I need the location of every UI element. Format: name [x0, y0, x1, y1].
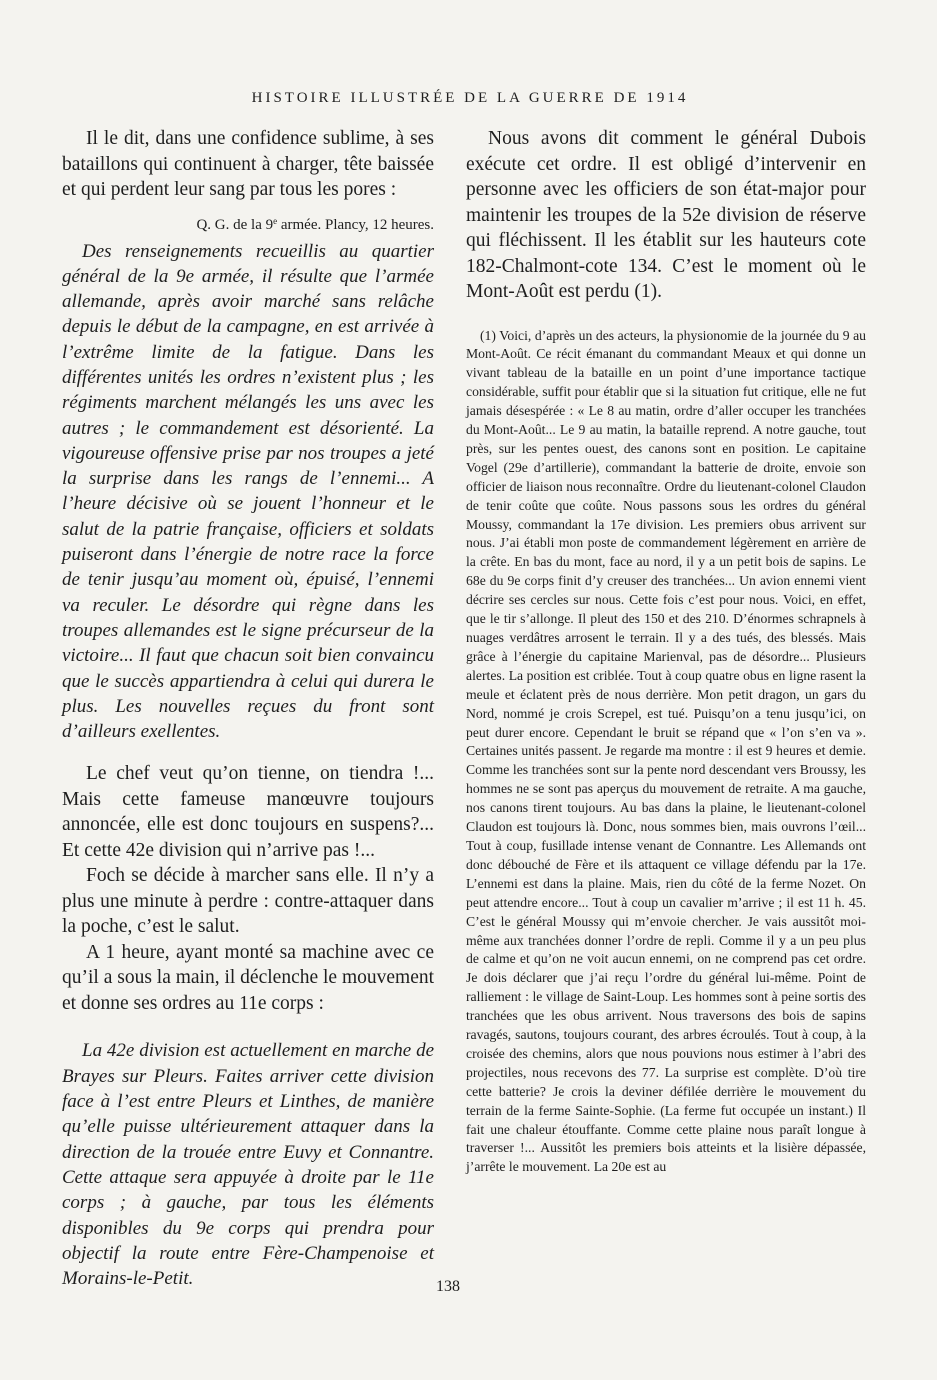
quoted-order: Des renseignements recueillis au quartier général de la 9e armée, il résulte que l’armée allemande, après avoir marché sans relâche depuis le début de la campagne, en est arrivée à l’extrême limite de la fatigue. Dans les différentes unités les ordres n’existent plus ; les régiments marchent mélangés les uns avec les autres ; le commandement est désorienté. La vigoureuse offensive prise par nos troupes a jeté la surprise dans les rangs de l’ennemi... A l’heure décisive où se jouent l’honneur et le salut de la patrie française, officiers et soldats puiseront dans l’énergie de notre race la force de tenir jusqu’au moment où, épuisé, l’ennemi va reculer. Le désordre qui règne dans les troupes allemandes est le signe précurseur de la victoire... Il faut que chacun soit bien convaincu que le succès appartiendra à celui qui durera le plus. Les nouvelles reçues du front sont d’ailleurs exellentes.	[62, 240, 434, 743]
footnote: (1) Voici, d’après un des acteurs, la physionomie de la journée du 9 au Mont-Août. Ce récit émanant du commandant Meaux et qui donne un vivant tableau de la bataille en un point d’une importance tactique considérable, suffit pour établir que si la situation fut critique, elle ne fut jamais désespérée : « Le 8 au matin, ordre d’aller occuper les tranchées du Mont-Août... Le 9 au matin, la bataille reprend. A notre gauche, tout près, sur les pentes ouest, des canons sont en position. Le capitaine Vogel (29e d’artillerie), commandant la batterie de droite, envoie son officier de liaison nous reconnaître. Ordre du lieutenant-colonel Claudon de tenir coûte que coûte. Nous passons sous les ordres du général Moussy, commandant la 17e division. Les premiers obus arrivent sur nous. J’ai établi mon poste de commandement légèrement en arrière de la crête. En bas du mont, face au nord, il y a un petit bois de sapins. Le 68e du 9e corps finit d’y creuser des tranchées... Un avion ennemi vient décrire ses cercles sur nous. Cette fois c’est pour nous. Voici, en effet, que le tir s’allonge. Il pleut des 150 et des 210. D’énormes schrapnels à nuages verdâtres arrosent le terrain. Il y a des tués, des blessés. Mais grâce à l’énergie du capitaine Marienval, pas de désordre... Plusieurs alertes. La position est criblée. Tout à coup quatre obus en ligne rasent la meule et éclatent près de nous derrière. Mon petit dragon, un gars du Nord, nommé je crois Screpel, est tué. Puisqu’on a tenu jusqu’ici, on peut durer encore. Cependant le bruit se répand que « l’on s’en va ». Certaines unités passent. Je regarde ma montre : il est 9 heures et demie. Comme les tranchées sont sur la pente nord descendant vers Broussy, les hommes ne se sont pas aperçus du mouvement de retraite. A ma gauche, nos canons tirent toujours. Au bas dans la plaine, le lieutenant-colonel Claudon est toujours là. Donc, nous sommes bien, mais ouvrons l’œil... Tout à coup, fusillade intense venant de Connantre. Les Allemands ont donc débouché de Fère et ils attaquent ce village défendu par la 17e. L’ennemi est dans la plaine. Mais, rien du côté de la ferme Nozet. On peut attendre encore... Tout à coup un cavalier m’arrive ; il est 11 h. 45. C’est le général Moussy qui m’envoie chercher. Je vais aussitôt moi-même aux tranchées donner l’ordre de repli. Comme il y a un peu plus de calme et qu’on ne voit aucun ennemi, on ne comprend pas cet ordre. Je dois déclarer que j’ai reçu l’ordre du général lui-même. Point de ralliement : le village de Saint-Loup. Les hommes sont à peine sortis des tranchées que les obus arrivent. Nous traversons des bois de sapins ravagés, sautons, toujours courant, des arbres écroulés. Tout à coup, à la croisée des chemins, alors que nous pouvions nous estimer à l’abri des projectiles, nous recevons des 77. La surprise est complète. D’où tire cette batterie? Je crois la deviner défilée derrière le mouvement du terrain de la ferme Sainte-Sophie. (La ferme fut occupée un instant.) Il fait une chaleur étouffante. Comme cette plaine nous paraît longue à traverser !... Aussitôt les premiers bois atteints et la lisière dépassée, j’arrête le mouvement. La 20e est au	[466, 327, 866, 1175]
paragraph: Nous avons dit comment le général Dubois exécute cet ordre. Il est obligé d’intervenir en personne avec les officiers de son état-major pour maintenir les troupes de la 52e division de réserve qui fléchissent. Il les établit sur les hauteurs cote 182-Chalmont-cote 134. C’est le moment où le Mont-Août est perdu (1).	[466, 128, 866, 302]
paragraph: Foch se décide à marcher sans elle. Il n’y a plus une minute à perdre : contre-attaquer dans la poche, c’est le salut.	[62, 865, 434, 938]
paragraph: Il le dit, dans une confidence sublime, à ses bataillons qui continuent à charger, tête baissée et qui perdent leur sang par tous les pores :	[62, 128, 434, 200]
dateline-text: Q. G. de la 9	[196, 216, 274, 233]
quoted-order: La 42e division est actuellement en marche de Brayes sur Pleurs. Faites arriver cette division face à l’est entre Pleurs et Linthes, de manière qu’elle puisse ultérieurement attaquer dans la direction de la trouée entre Euvy et Connantre. Cette attaque sera appuyée à droite par le 11e corps ; à gauche, par tous les éléments disponibles du 9e corps qui prendra pour objectif la route entre Fère-Champenoise et Morains-le-Petit.	[62, 1040, 434, 1290]
dateline-text: armée. Plancy, 12 heures.	[277, 216, 434, 233]
left-column	[62, 126, 434, 1291]
paragraph: Le chef veut qu’on tienne, on tiendra !... Mais cette fameuse manœuvre toujours annoncée, elle est donc toujours en suspens?... Et cette 42e division qui n’arrive pas !...	[62, 763, 434, 861]
paragraph: A 1 heure, ayant monté sa machine avec ce qu’il a sous la main, il déclenche le mouvement et donne ses ordres au 11e corps :	[62, 941, 435, 1014]
order-dateline	[62, 215, 434, 235]
dateline-superscript: e	[273, 215, 278, 226]
right-column	[466, 126, 866, 1177]
page-number: 138	[436, 1278, 460, 1295]
running-header: HISTOIRE ILLUSTRÉE DE LA GUERRE DE 1914	[251, 90, 689, 106]
